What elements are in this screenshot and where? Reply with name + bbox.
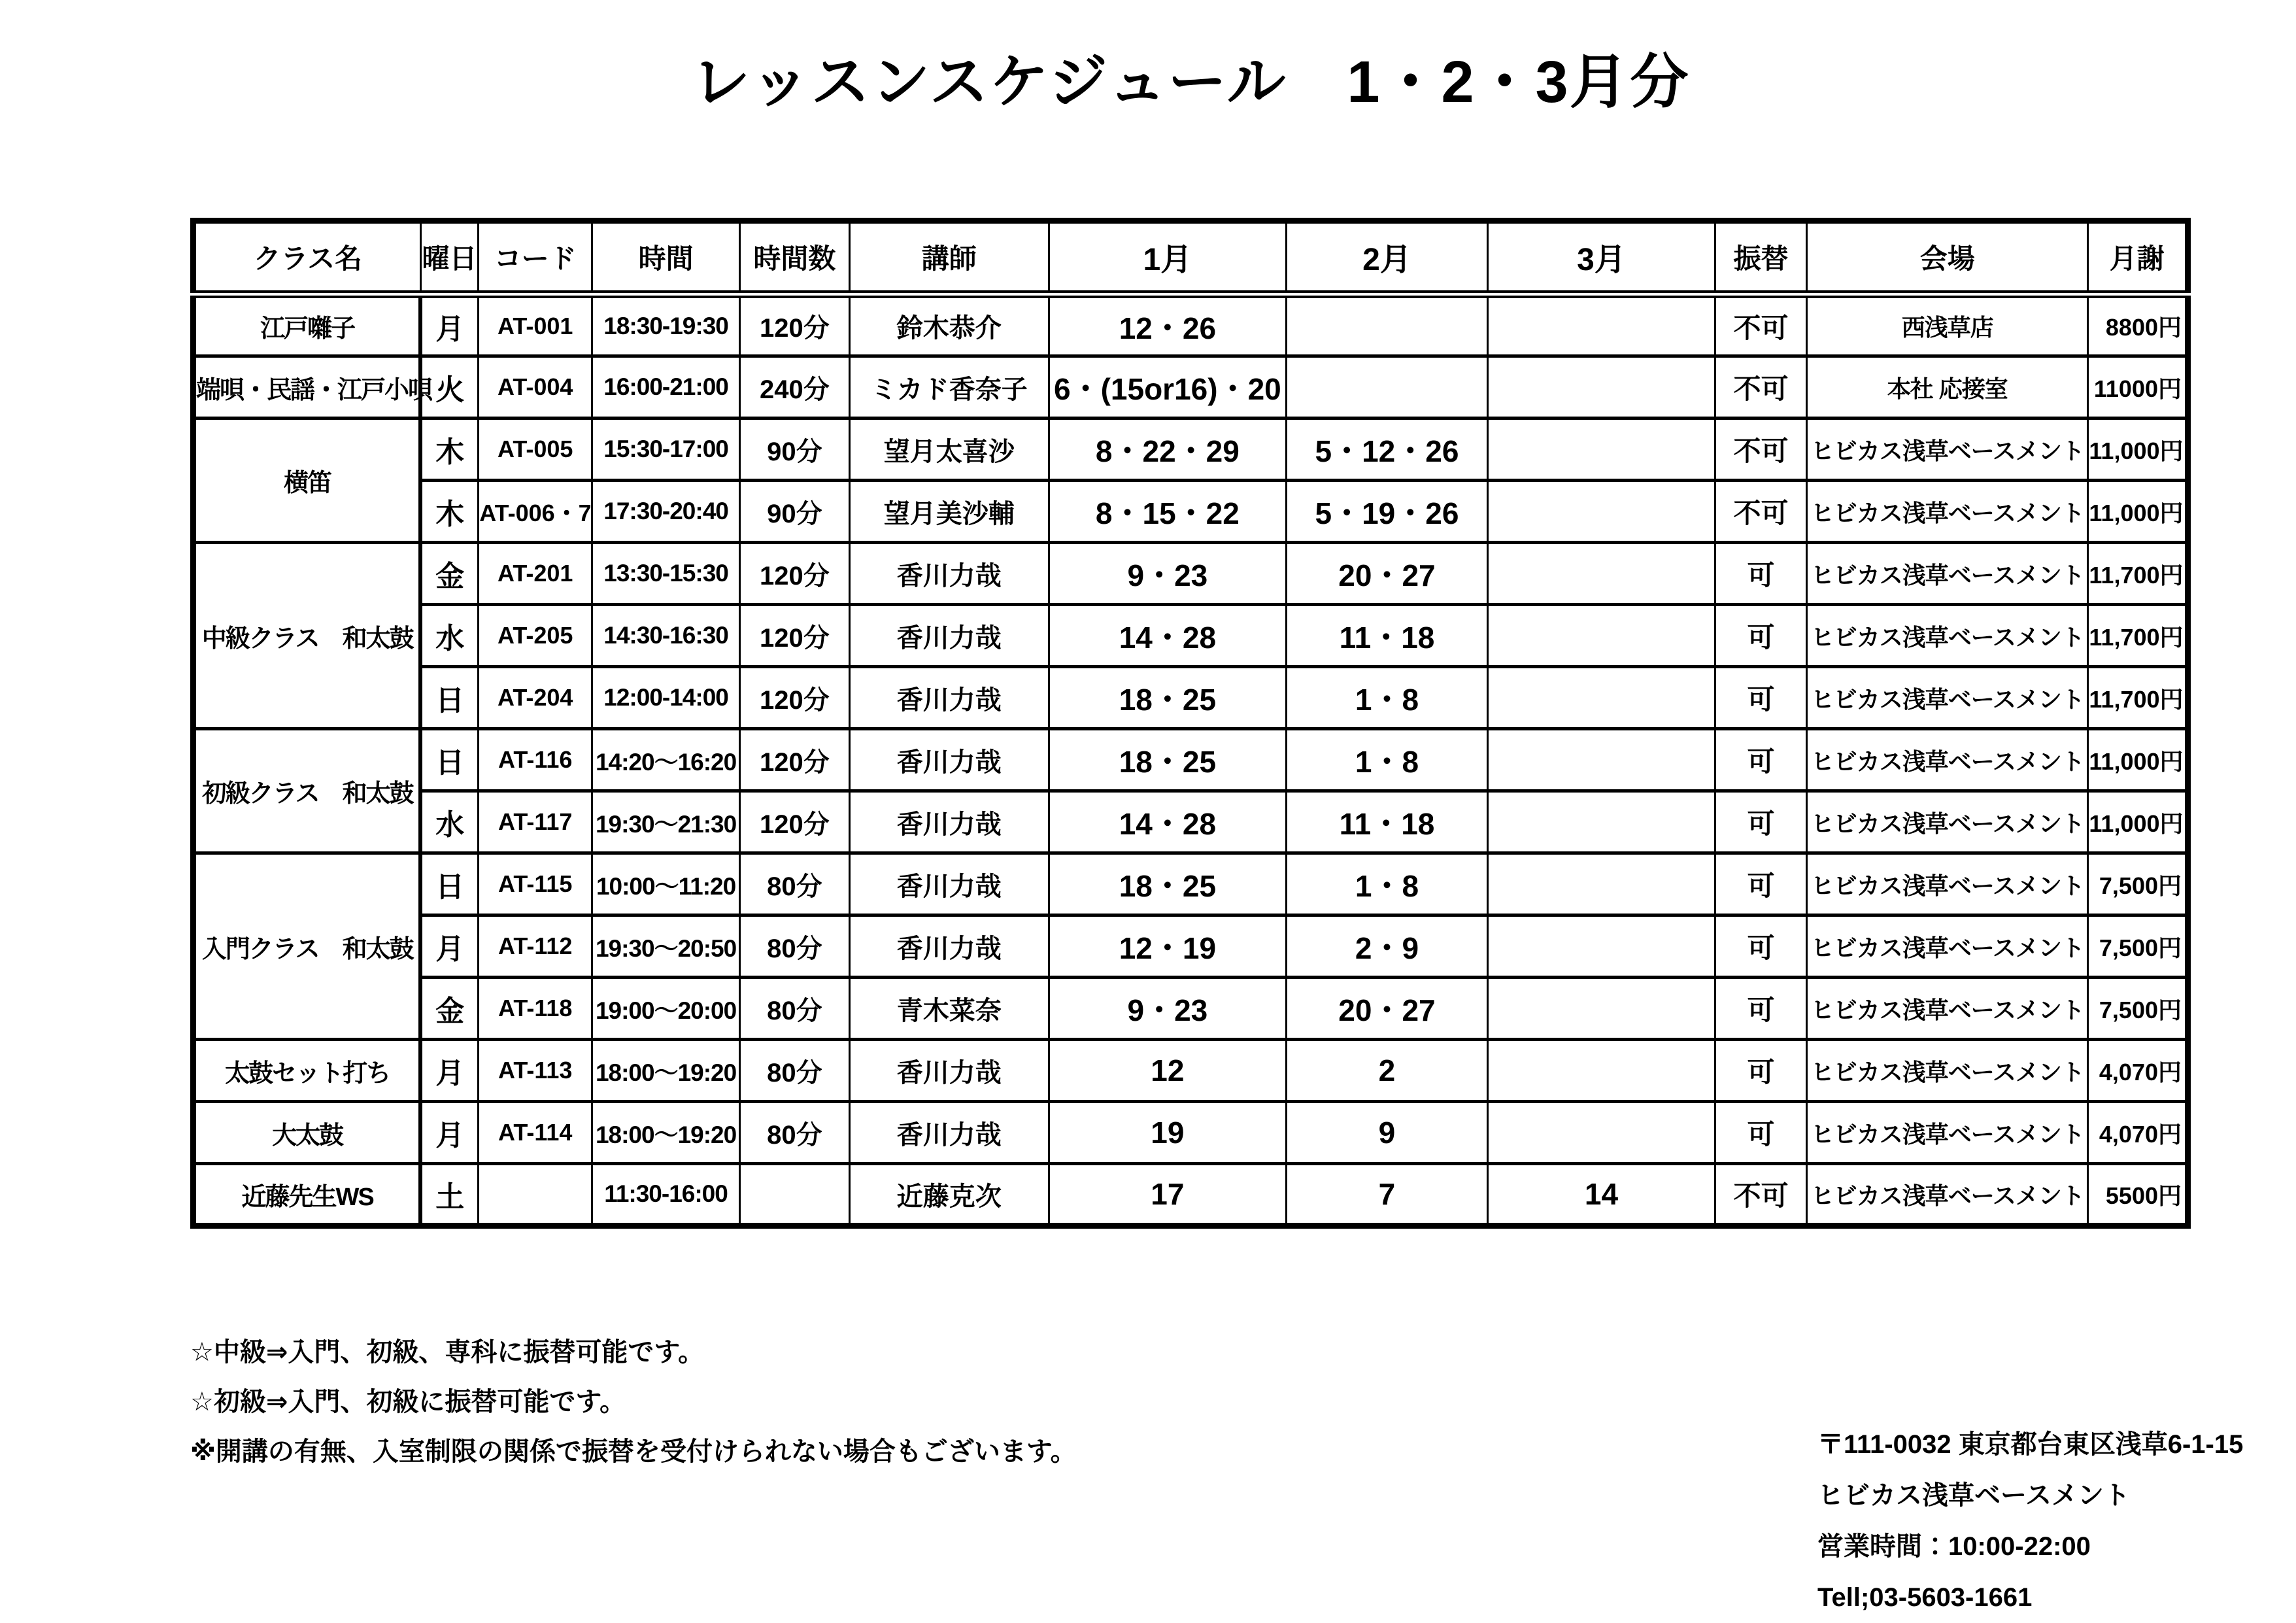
cell-instructor: 香川力哉 [849,853,1049,915]
schedule-row [194,1164,2188,1226]
cell-duration: 240分 [739,356,849,419]
schedule-row [194,853,2188,915]
schedule-row [194,729,2188,791]
cell-time: 14:20～16:20 [592,729,740,791]
cell-venue: ヒビカス浅草ベースメント [1807,1164,2088,1226]
cell-fee: 11000円 [2088,356,2188,419]
cell-february: 1・8 [1286,729,1487,791]
cell-day: 水 [420,791,478,853]
schedule-row [194,667,2188,729]
cell-january: 18・25 [1049,729,1286,791]
cell-march [1488,667,1715,729]
schedule-row [194,543,2188,605]
cell-venue: ヒビカス浅草ベースメント [1807,1040,2088,1102]
cell-transfer: 不可 [1715,294,1806,356]
schedule-row [194,791,2188,853]
page-title: レッスンスケジュール 1・2・3月分 [691,50,1690,115]
cell-venue: ヒビカス浅草ベースメント [1807,978,2088,1040]
header-day: 曜日 [420,221,478,294]
cell-january: 18・25 [1049,667,1286,729]
cell-transfer: 不可 [1715,1164,1806,1226]
table-header-row [194,221,2188,294]
cell-day: 日 [420,853,478,915]
contact-block [1817,1419,2243,1623]
cell-transfer: 不可 [1715,356,1806,419]
cell-time: 16:00-21:00 [592,356,740,419]
cell-time: 19:30～21:30 [592,791,740,853]
cell-code: AT-113 [479,1040,592,1102]
cell-february: 7 [1286,1164,1487,1226]
schedule-row [194,481,2188,543]
cell-january: 8・22・29 [1049,419,1286,481]
cell-day: 木 [420,481,478,543]
cell-time: 18:00～19:20 [592,1102,740,1164]
contact-tel: Tell;03-5603-1661 [1817,1583,2033,1612]
cell-fee: 7,500円 [2088,915,2188,978]
cell-duration: 120分 [739,729,849,791]
cell-code: AT-112 [479,915,592,978]
cell-february: 1・8 [1286,667,1487,729]
cell-transfer: 可 [1715,729,1806,791]
cell-fee: 8800円 [2088,294,2188,356]
header-code: コード [479,221,592,294]
cell-venue: 本社 応接室 [1807,356,2088,419]
cell-february: 20・27 [1286,978,1487,1040]
cell-venue: ヒビカス浅草ベースメント [1807,729,2088,791]
cell-january: 8・15・22 [1049,481,1286,543]
cell-code: AT-116 [479,729,592,791]
schedule-row [194,1102,2188,1164]
cell-fee: 4,070円 [2088,1040,2188,1102]
cell-time: 11:30-16:00 [592,1164,740,1226]
cell-fee: 11,000円 [2088,481,2188,543]
cell-duration: 120分 [739,294,849,356]
cell-march [1488,978,1715,1040]
cell-march [1488,915,1715,978]
cell-instructor: 望月太喜沙 [849,419,1049,481]
cell-fee: 11,000円 [2088,791,2188,853]
cell-march [1488,791,1715,853]
cell-duration: 90分 [739,419,849,481]
cell-january: 12・19 [1049,915,1286,978]
cell-time: 14:30-16:30 [592,605,740,667]
cell-fee: 11,700円 [2088,543,2188,605]
cell-march [1488,419,1715,481]
note-line: ☆中級⇒入門、初級、専科に振替可能です。 [190,1338,705,1367]
cell-january: 14・28 [1049,791,1286,853]
cell-venue: 西浅草店 [1807,294,2088,356]
schedule-row [194,356,2188,419]
header-duration: 時間数 [739,221,849,294]
footer-notes [190,1327,1077,1477]
cell-code: AT-204 [479,667,592,729]
schedule-row [194,915,2188,978]
cell-transfer: 可 [1715,791,1806,853]
cell-fee: 4,070円 [2088,1102,2188,1164]
cell-class-name: 近藤先生WS [194,1164,421,1226]
cell-february: 1・8 [1286,853,1487,915]
cell-duration [739,1164,849,1226]
cell-transfer: 不可 [1715,419,1806,481]
cell-instructor: 近藤克次 [849,1164,1049,1226]
cell-code [479,1164,592,1226]
header-transfer: 振替 [1715,221,1806,294]
lesson-schedule-table [190,218,2191,1229]
cell-instructor: 香川力哉 [849,791,1049,853]
cell-class-name: 端唄・民謡・江戸小唄 [194,356,421,419]
cell-march: 14 [1488,1164,1715,1226]
header-time: 時間 [592,221,740,294]
cell-february [1286,294,1487,356]
cell-day: 土 [420,1164,478,1226]
cell-january: 9・23 [1049,978,1286,1040]
cell-day: 金 [420,978,478,1040]
cell-transfer: 可 [1715,915,1806,978]
schedule-row [194,605,2188,667]
cell-duration: 80分 [739,978,849,1040]
cell-time: 10:00～11:20 [592,853,740,915]
cell-venue: ヒビカス浅草ベースメント [1807,1102,2088,1164]
cell-transfer: 不可 [1715,481,1806,543]
cell-transfer: 可 [1715,853,1806,915]
cell-time: 19:30～20:50 [592,915,740,978]
cell-march [1488,294,1715,356]
cell-instructor: 香川力哉 [849,667,1049,729]
header-instructor: 講師 [849,221,1049,294]
cell-duration: 80分 [739,853,849,915]
cell-fee: 11,700円 [2088,667,2188,729]
cell-code: AT-006・7 [479,481,592,543]
header-february: 2月 [1286,221,1487,294]
cell-day: 月 [420,915,478,978]
cell-fee: 11,000円 [2088,729,2188,791]
cell-instructor: 香川力哉 [849,605,1049,667]
cell-class-name: 初級クラス 和太鼓 [194,729,421,853]
cell-venue: ヒビカス浅草ベースメント [1807,605,2088,667]
cell-fee: 11,700円 [2088,605,2188,667]
cell-code: AT-001 [479,294,592,356]
cell-duration: 120分 [739,667,849,729]
cell-venue: ヒビカス浅草ベースメント [1807,853,2088,915]
cell-january: 14・28 [1049,605,1286,667]
cell-code: AT-201 [479,543,592,605]
note-line: ☆初級⇒入門、初級に振替可能です。 [190,1388,626,1416]
cell-february: 5・12・26 [1286,419,1487,481]
cell-instructor: 鈴木恭介 [849,294,1049,356]
cell-code: AT-114 [479,1102,592,1164]
cell-transfer: 可 [1715,978,1806,1040]
header-venue: 会場 [1807,221,2088,294]
cell-day: 月 [420,294,478,356]
cell-march [1488,729,1715,791]
cell-class-name: 太鼓セット打ち [194,1040,421,1102]
cell-duration: 120分 [739,605,849,667]
header-class-name: クラス名 [194,221,421,294]
note-line: ※開講の有無、入室制限の関係で振替を受付けられない場合もございます。 [190,1437,1077,1466]
schedule-row [194,294,2188,356]
cell-january: 19 [1049,1102,1286,1164]
cell-fee: 7,500円 [2088,853,2188,915]
cell-transfer: 可 [1715,543,1806,605]
cell-time: 18:00～19:20 [592,1040,740,1102]
cell-duration: 80分 [739,915,849,978]
cell-day: 水 [420,605,478,667]
cell-code: AT-117 [479,791,592,853]
cell-class-name: 中級クラス 和太鼓 [194,543,421,729]
cell-instructor: 香川力哉 [849,543,1049,605]
cell-time: 15:30-17:00 [592,419,740,481]
schedule-row [194,978,2188,1040]
cell-venue: ヒビカス浅草ベースメント [1807,915,2088,978]
cell-february: 11・18 [1286,605,1487,667]
cell-venue: ヒビカス浅草ベースメント [1807,419,2088,481]
cell-fee: 5500円 [2088,1164,2188,1226]
cell-code: AT-115 [479,853,592,915]
cell-transfer: 可 [1715,1102,1806,1164]
cell-instructor: 香川力哉 [849,1040,1049,1102]
cell-time: 18:30-19:30 [592,294,740,356]
cell-venue: ヒビカス浅草ベースメント [1807,791,2088,853]
cell-transfer: 可 [1715,605,1806,667]
cell-day: 日 [420,667,478,729]
cell-code: AT-005 [479,419,592,481]
cell-duration: 80分 [739,1040,849,1102]
cell-february: 20・27 [1286,543,1487,605]
cell-time: 19:00～20:00 [592,978,740,1040]
cell-march [1488,853,1715,915]
cell-duration: 120分 [739,791,849,853]
cell-february [1286,356,1487,419]
contact-address: 〒111-0032 東京都台東区浅草6-1-15 [1817,1430,2244,1459]
cell-march [1488,481,1715,543]
cell-day: 月 [420,1102,478,1164]
header-fee: 月謝 [2088,221,2188,294]
cell-fee: 11,000円 [2088,419,2188,481]
cell-february: 2 [1286,1040,1487,1102]
cell-january: 6・(15or16)・20 [1049,356,1286,419]
cell-time: 13:30-15:30 [592,543,740,605]
cell-january: 9・23 [1049,543,1286,605]
cell-day: 月 [420,1040,478,1102]
cell-time: 17:30-20:40 [592,481,740,543]
cell-duration: 90分 [739,481,849,543]
schedule-row [194,1040,2188,1102]
cell-january: 17 [1049,1164,1286,1226]
cell-instructor: 香川力哉 [849,729,1049,791]
cell-duration: 80分 [739,1102,849,1164]
cell-venue: ヒビカス浅草ベースメント [1807,543,2088,605]
cell-code: AT-205 [479,605,592,667]
cell-day: 金 [420,543,478,605]
cell-instructor: 香川力哉 [849,1102,1049,1164]
schedule-row [194,419,2188,481]
cell-day: 火 [420,356,478,419]
cell-february: 11・18 [1286,791,1487,853]
cell-instructor: 望月美沙輔 [849,481,1049,543]
cell-february: 2・9 [1286,915,1487,978]
cell-january: 18・25 [1049,853,1286,915]
cell-class-name: 江戸囃子 [194,294,421,356]
cell-january: 12 [1049,1040,1286,1102]
cell-transfer: 可 [1715,1040,1806,1102]
cell-instructor: 香川力哉 [849,915,1049,978]
cell-march [1488,1102,1715,1164]
cell-march [1488,605,1715,667]
cell-venue: ヒビカス浅草ベースメント [1807,667,2088,729]
contact-hours: 営業時間：10:00-22:00 [1817,1532,2091,1561]
cell-code: AT-004 [479,356,592,419]
cell-class-name: 横笛 [194,419,421,543]
cell-code: AT-118 [479,978,592,1040]
cell-duration: 120分 [739,543,849,605]
contact-venue: ヒビカス浅草ベースメント [1817,1481,2130,1510]
cell-time: 12:00-14:00 [592,667,740,729]
cell-march [1488,543,1715,605]
cell-february: 5・19・26 [1286,481,1487,543]
cell-march [1488,356,1715,419]
cell-february: 9 [1286,1102,1487,1164]
cell-instructor: ミカド香奈子 [849,356,1049,419]
cell-fee: 7,500円 [2088,978,2188,1040]
cell-class-name: 入門クラス 和太鼓 [194,853,421,1040]
cell-class-name: 大太鼓 [194,1102,421,1164]
cell-instructor: 青木菜奈 [849,978,1049,1040]
header-march: 3月 [1488,221,1715,294]
cell-january: 12・26 [1049,294,1286,356]
cell-transfer: 可 [1715,667,1806,729]
cell-march [1488,1040,1715,1102]
cell-venue: ヒビカス浅草ベースメント [1807,481,2088,543]
header-january: 1月 [1049,221,1286,294]
cell-day: 木 [420,419,478,481]
cell-day: 日 [420,729,478,791]
